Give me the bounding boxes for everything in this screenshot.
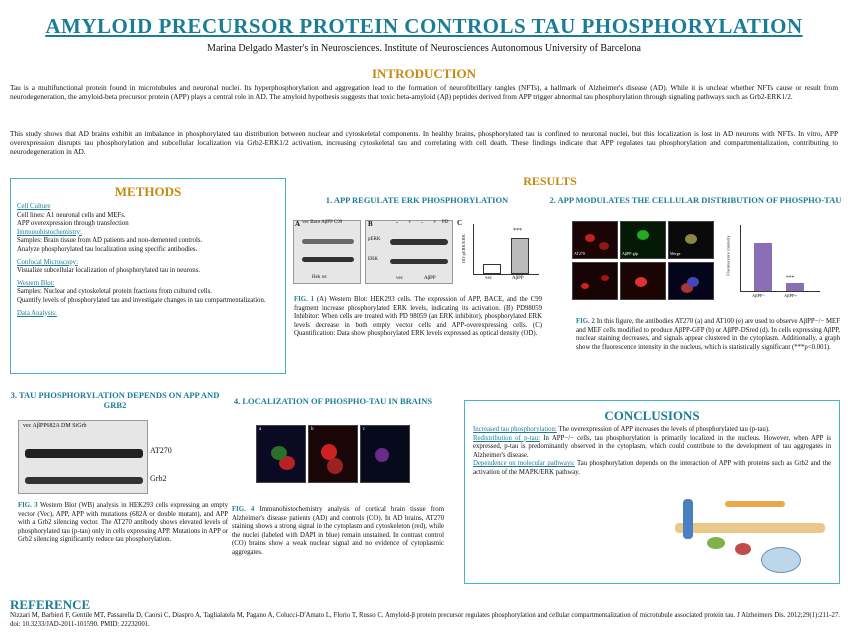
app-receptor-shape: [683, 499, 693, 539]
fig4-label-a: a: [259, 427, 262, 432]
conclusions-box: [464, 400, 840, 584]
methods-item-line: Quantify levels of phosphorylated tau and investigate changes in tau compartmentalization.: [17, 296, 266, 304]
fig1-pd-label: PD: [442, 220, 449, 225]
fig2-bar-abpp-minus: [754, 243, 772, 291]
introduction-paragraph-1: Tau is a multifunctional protein found in microtubules and neuronal nuclei. Its hyperphosphorylation and aggregation lead to the formation of neurofibrillary tangles (NFTs), a hallmark of Alzheimer's disease (AD). While it is unclear whether NFTs cause or result from neurodegeneration, the amyloid-beta precursor protein (APP) plays a central role in AD. The amyloid hypothesis suggests that toxic beta-amyloid (Aβ) peptides derived from APP trigger abnormal tau phosphorylation through signaling pathways such as Grb2-ERK1/2.: [10, 83, 838, 102]
methods-item-label: Immunohistochemistry:: [17, 228, 82, 236]
fig2-figure: [572, 221, 840, 303]
methods-item-line: Analyze phosphorylated tau localization using specific antibodies.: [17, 245, 198, 253]
methods-item-label: Western Blot:: [17, 279, 55, 287]
fig3-caption-lead: FIG. 3: [18, 502, 38, 509]
reference-text: Nizzari M, Barbieri F, Gentile MT, Passarella D, Caorsi C, Diaspro A, Taglialatela M, Pagano A, Colucci-D'Amato L, Florio T, Russo C. Amyloid-β protein precursor regulates phosphorylation and cellular compartmentalization of microtubule associated protein tau. J Alzheimers Dis. 2012;29(1):211-27. doi: 10.3233/JAD-2011-101590. PMID: 22232001.: [10, 612, 840, 628]
fig1-band-perk: [302, 239, 354, 244]
fig2-label-gfp: AβPP-gfp: [622, 251, 639, 256]
fig1-caption: [294, 296, 542, 339]
fig1-label-c: C: [457, 219, 463, 227]
fig3-label-at270: AT270: [150, 446, 172, 455]
methods-item-label: Data Analysis:: [17, 309, 57, 317]
fig1-x-axis: [473, 274, 539, 275]
poster-title: AMYLOID PRECURSOR PROTEIN CONTROLS TAU PHOSPHORYLATION: [45, 14, 803, 38]
fig1-label-b: B: [368, 220, 373, 228]
fig1-xtick-vec: vec: [485, 276, 492, 281]
methods-item: [17, 203, 279, 229]
fig1-figure: [293, 212, 543, 292]
fig4-caption-lead: FIG. 4: [232, 506, 255, 513]
fig2-caption-text: In this figure, the antibodies AT270 (a) and AT100 (e) are used to observe AβPP−/− MEF and MEF cells modified to produce AβPP-GFP (b) or AβPP-DSred (d). In cells expressing AβPP, nuclear staining decreases, and signals appear clustered in the cytoplasm. Additionally, a graph show the fluorescence intensity in the nucleus, which is statistically significant (***p<0.001).: [576, 318, 840, 351]
methods-item-line: APP overexpression through transfection: [17, 220, 129, 228]
fig1-label-hek: Hek wt: [312, 275, 327, 280]
fig2-panel-merge: [668, 262, 714, 300]
fig1-band-perk: [390, 239, 448, 245]
results-heading: RESULTS: [523, 174, 577, 188]
nucleus-shape: [761, 547, 801, 573]
methods-item-label: Cell Culture: [17, 203, 51, 210]
fig1-y-axis: [473, 224, 474, 274]
fig2-panel-dsred: [620, 262, 666, 300]
fig2-xtick: AβPP−: [752, 293, 766, 298]
fig1-significance: ***: [513, 228, 522, 234]
fig3-label-grb2: Grb2: [150, 474, 167, 483]
fig2-chart: [722, 221, 840, 303]
fig1-chart-c: [457, 220, 543, 284]
conclusions-list: [465, 424, 839, 480]
methods-item-line: Visualize subcellular localization of phosphorylated tau in neurons.: [17, 267, 201, 275]
methods-item-line: Samples: Brain tissue from AD patients and non-demented controls.: [17, 237, 203, 245]
fig4-signal: [375, 448, 389, 462]
fig1-label-vec: vec: [396, 276, 403, 281]
authors-line: Marina Delgado Master's in Neurosciences. Institute of Neurosciences Autonomous University of Barcelona: [207, 43, 641, 54]
fig2-panel-at270: [572, 262, 618, 300]
conclusions-item-text: The overexpression of APP increases the levels of phosphorylated tau (p-tau).: [558, 426, 770, 433]
fig4-caption: [232, 506, 444, 558]
methods-item-label: Confocal Microscopy:: [17, 258, 78, 266]
conclusions-item-lead: Redistribution of p-tau:: [473, 434, 540, 442]
fig4-signal: [321, 444, 337, 460]
fig2-signal: [637, 230, 649, 240]
pathway-diagram: [675, 493, 825, 579]
conclusions-item-text: Tau phosphorylation depends on the interaction of APP with proteins such as Grb2 and the activation of the MAPK/ERK pathway.: [473, 460, 832, 476]
pathway-arrow-shape: [725, 501, 785, 507]
fig1-heading: 1. APP REGULATE ERK PHOSPHORYLATION: [325, 195, 509, 205]
fig4-figure: [256, 425, 410, 485]
fig4-panel-a: [256, 425, 306, 483]
methods-item: [17, 229, 279, 255]
fig1-pd-minus: -: [421, 220, 423, 226]
fig2-caption: [576, 318, 840, 352]
fig3-heading: 3. TAU PHOSPHORYLATION DEPENDS ON APP AND GRB2: [10, 390, 220, 410]
fig4-heading: 4. LOCALIZATION OF PHOSPHO-TAU IN BRAINS: [233, 396, 433, 406]
fig2-y-axis: [740, 225, 741, 291]
fig2-label-at270: AT270: [574, 251, 585, 256]
erk-shape: [735, 543, 751, 555]
conclusions-heading: CONCLUSIONS: [604, 408, 700, 423]
fig4-label-c: c: [363, 427, 366, 432]
fig1-band-erk: [390, 259, 448, 264]
conclusions-item-lead: Increased tau phosphorylation:: [473, 426, 557, 433]
fig2-signal: [687, 277, 699, 287]
fig2-xtick: AβPP+: [784, 293, 798, 298]
fig3-lane-header: vec AβPP682A DM SiGrb: [23, 423, 87, 429]
fig4-panel-b: [308, 425, 358, 483]
methods-item: [17, 280, 279, 306]
methods-heading: METHODS: [114, 184, 182, 199]
fig3-caption: [18, 502, 228, 545]
fig1-caption-lead: FIG. 1: [294, 296, 315, 303]
fig2-ylabel: Fluorescence intensity: [725, 235, 731, 276]
fig2-significance: ***: [786, 275, 795, 281]
fig3-blot: [18, 420, 148, 494]
membrane-shape: [675, 523, 825, 533]
introduction-paragraph-2: This study shows that AD brains exhibit an imbalance in phosphorylated tau distribution between nuclear and cytoskeletal components. In healthy brains, phosphorylated tau is confined to neuronal nuclei, but this localization is lost in AD neurons with NFTs. In vitro, APP overexpression disrupts tau phosphorylation and subcellular localization via Grb2-ERK1/2 activation, increasing cytoskeletal tau and correlating with cell death. These findings indicate that APP regulates tau phosphorylation and compartmentalization, contributing to neurodegeneration in AD.: [10, 129, 838, 157]
fig2-label-merge: Merge: [670, 251, 681, 256]
methods-item: [17, 310, 279, 319]
fig1-bar-abpp: [511, 238, 529, 274]
fig4-signal: [271, 446, 287, 460]
introduction-heading: INTRODUCTION: [371, 66, 476, 81]
fig2-caption-lead: FIG. 2: [576, 318, 595, 325]
fig1-pd-minus: -: [396, 220, 398, 226]
fig3-caption-text: Western Blot (WB) analysis in HEK293 cells expressing an empty vector (Vec), APP, APP with mutations (682A or double mutant), and APP with a Grb2 silencing vector. The AT270 antibody shows elevated levels of phosphorylated tau (p-tau) only in cells expressing APP. Mutations in APP or Grb2 silencing significantly reduce tau phosphorylation.: [18, 502, 228, 544]
fig1-label-abpp: AβPP: [424, 276, 436, 281]
conclusions-item-text: In APP−/− cells, tau phosphorylation is primarily localized in the nucleus. However, when APP is expressed, p-tau is predominantly observed in the cytoplasm, which could contribute to the development of tau aggregates in Alzheimer's disease.: [473, 434, 832, 459]
fig2-heading: 2. APP MODULATES THE CELLULAR DISTRIBUTION OF PHOSPHO-TAU: [549, 195, 842, 205]
grb2-shape: [707, 537, 725, 549]
conclusions-item: [473, 460, 831, 477]
conclusions-item: [473, 435, 831, 461]
methods-item-line: Cell lines: A1 neuronal cells and MEFs.: [17, 211, 126, 219]
fig4-label-b: b: [311, 427, 314, 432]
conclusions-item-lead: Dependence on molecular pathways:: [473, 460, 575, 468]
fig1-xtick-abpp: AβPP: [512, 276, 524, 281]
conclusions-item: [473, 426, 831, 435]
fig1-pd-plus: +: [433, 220, 437, 226]
fig1-bar-vec: [483, 264, 501, 274]
fig3-band-grb2: [25, 477, 143, 484]
methods-item: [17, 259, 279, 276]
fig2-signal: [685, 234, 697, 244]
fig1-blot-a: [293, 220, 361, 284]
fig2-bar-abpp-plus: [786, 283, 804, 291]
fig2-signal: [585, 234, 595, 242]
fig1-label-erk: ERK: [368, 257, 378, 262]
methods-box: [10, 178, 286, 374]
fig2-signal: [635, 277, 647, 287]
fig1-blot-b: [365, 220, 453, 284]
reference-heading: REFERENCE: [10, 597, 91, 612]
fig3-band-at270: [25, 449, 143, 458]
fig1-caption-text: (A) Western Blot: HEK293 cells. The expression of APP, BACE, and the C99 fragment increase phosphorylated ERK levels, indicating its activation. (B) PD98059 Inhibitor: When cells are treated with PD 98059 (an ERK inhibitor), phosphorylated ERK levels decrease in both empty vector cells and APP-overexpressing cells. (C) Quantification: Data show phosphorylated ERK levels expressed as optical density (OD).: [294, 296, 542, 338]
fig2-signal: [581, 283, 589, 289]
methods-item-line: Samples: Nuclear and cytoskeletal protein fractions from cultured cells.: [17, 288, 212, 296]
fig1-pd-plus: +: [408, 220, 412, 226]
fig4-panel-c: [360, 425, 410, 483]
fig1-band-erk: [302, 257, 354, 262]
fig1-label-a: A: [295, 220, 301, 228]
fig1-lane-header: vec Bace AβPP C99: [302, 220, 343, 225]
methods-list: [11, 200, 285, 321]
fig2-x-axis: [740, 291, 820, 292]
fig1-label-perk: pERK: [368, 237, 381, 242]
fig1-ylabel: OD pERK/ERK: [461, 233, 467, 264]
fig4-caption-text: Immunohistochemistry analysis of cortical brain tissue from Alzheimer's disease patients (AD) and controls (CO). In AD brains, AT270 staining shows a strong signal in the cytoplasm and cytoskeleton (red), while the nuclei (labeled with DAPI in blue) remain unstained. In contrast control (CO) brains show a weak nuclear signal and no evidence of cytoplasmic aggregates.: [232, 506, 444, 556]
